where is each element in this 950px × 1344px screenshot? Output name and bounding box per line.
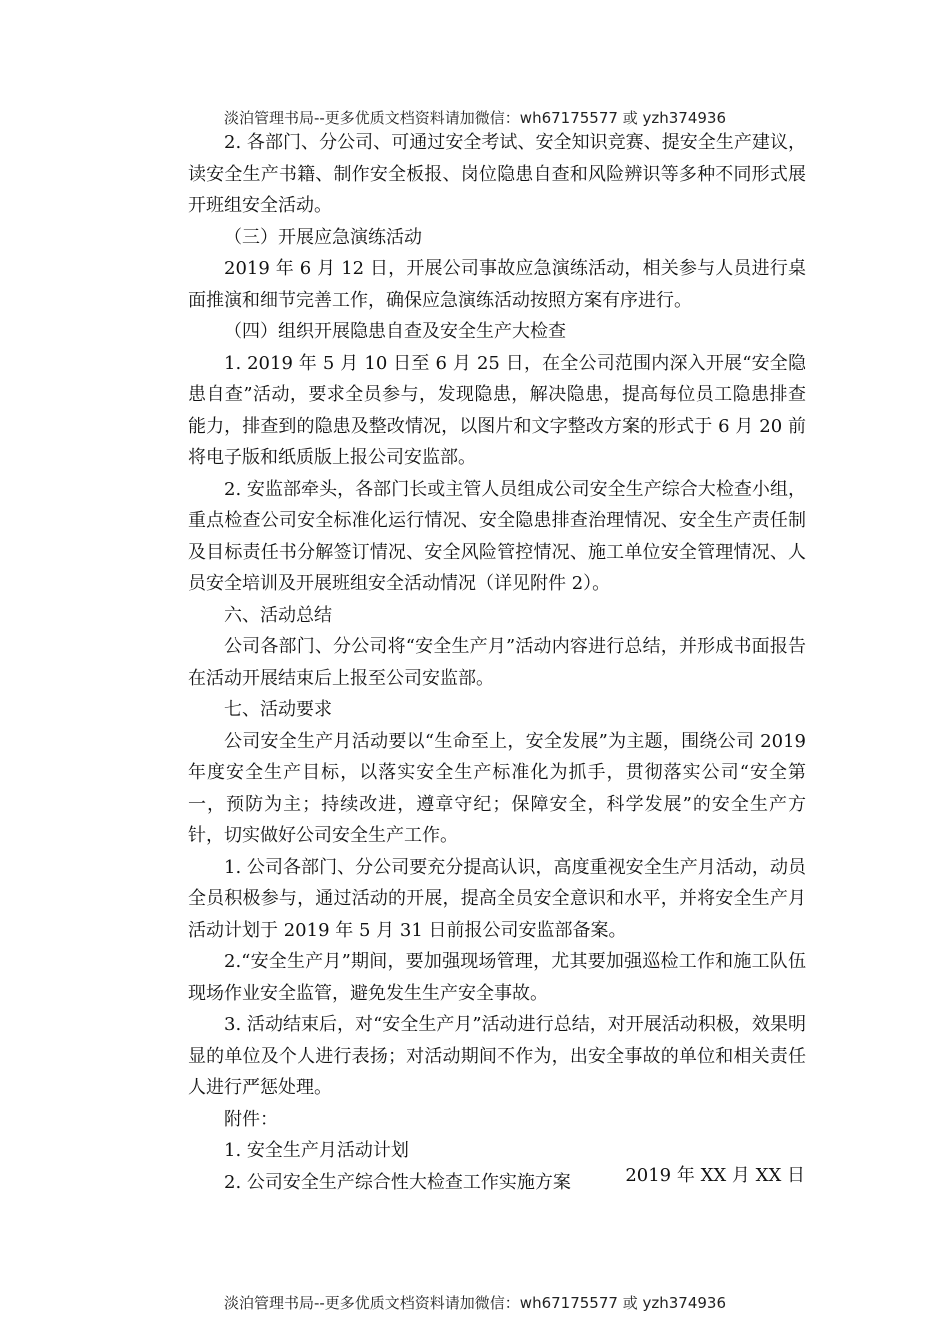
paragraph-requirement-2: 2.“安全生产月”期间，要加强现场管理，尤其要加强巡检工作和施工队伍现场作业安全监管，避免发生生产安全事故。 [188,951,806,1004]
paragraph-emergency-drill: 2019 年 6 月 12 日，开展公司事故应急演练活动，相关参与人员进行桌面推演和细节完善工作，确保应急演练活动按照方案有序进行。 [188,258,806,311]
section-heading-requirements: 七、活动要求 [224,699,332,720]
paragraph-item-2-inspection-team: 2. 安监部牵头，各部门长或主管人员组成公司安全生产综合大检查小组，重点检查公司安全标准化运行情况、安全隐患排查治理情况、安全生产责任制及目标责任书分解签订情况、安全风险管控情况、施工单位安全管理情况、人员安全培训及开展班组安全活动情况（详见附件 2）。 [188,478,806,594]
paragraph-requirement-3: 3. 活动结束后，对“安全生产月”活动进行总结，对开展活动积极，效果明显的单位及个人进行表扬；对活动期间不作为，出安全事故的单位和相关责任人进行严惩处理。 [188,1014,806,1098]
attachment-item-2: 2. 公司安全生产综合性大检查工作实施方案 [224,1171,571,1193]
document-date: 2019 年 XX 月 XX 日 [625,1165,805,1186]
paragraph-item-2-activities: 2. 各部门、分公司、可通过安全考试、安全知识竞赛、提安全生产建议，读安全生产书籍、制作安全板报、岗位隐患自查和风险辨识等多种不同形式展开班组安全活动。 [188,132,806,216]
paragraph-item-1-hazard-selfcheck: 1. 2019 年 5 月 10 日至 6 月 25 日，在全公司范围内深入开展“安全隐患自查”活动，要求全员参与，发现隐患，解决隐患，提高每位员工隐患排查能力，排查到的隐患及整改情况，以图片和文字整改方案的形式于 6 月 20 前将电子版和纸质版上报公司安监部。 [188,352,806,468]
paragraph-summary: 公司各部门、分公司将“安全生产月”活动内容进行总结，并形成书面报告在活动开展结束后上报至公司安监部。 [188,636,806,689]
section-heading-summary: 六、活动总结 [224,604,332,626]
section-heading-emergency-drill: （三）开展应急演练活动 [224,226,422,248]
page-header-watermark: 淡泊管理书局--更多优质文档资料请加微信：wh67175577 或 yzh374936 [223,109,726,127]
document-body [188,127,806,1198]
attachments-label: 附件： [224,1108,278,1130]
section-heading-hazard-inspection: （四）组织开展隐患自查及安全生产大检查 [224,321,566,342]
paragraph-requirement-1: 1. 公司各部门、分公司要充分提高认识，高度重视安全生产月活动，动员全员积极参与，通过活动的开展，提高全员安全意识和水平，并将安全生产月活动计划于 2019 年 5 月 31 日前报公司安监部备案。 [188,856,806,941]
paragraph-requirements-intro: 公司安全生产月活动要以“生命至上，安全发展”为主题，围绕公司 2019 年度安全生产目标，以落实安全生产标准化为抓手，贯彻落实公司“安全第一，预防为主；持续改进，遵章守纪；保障安全，科学发展”的安全生产方针，切实做好公司安全生产工作。 [188,730,806,846]
attachment-item-1: 1. 安全生产月活动计划 [224,1140,409,1161]
page-footer-watermark: 淡泊管理书局--更多优质文档资料请加微信：wh67175577 或 yzh374936 [223,1294,726,1312]
